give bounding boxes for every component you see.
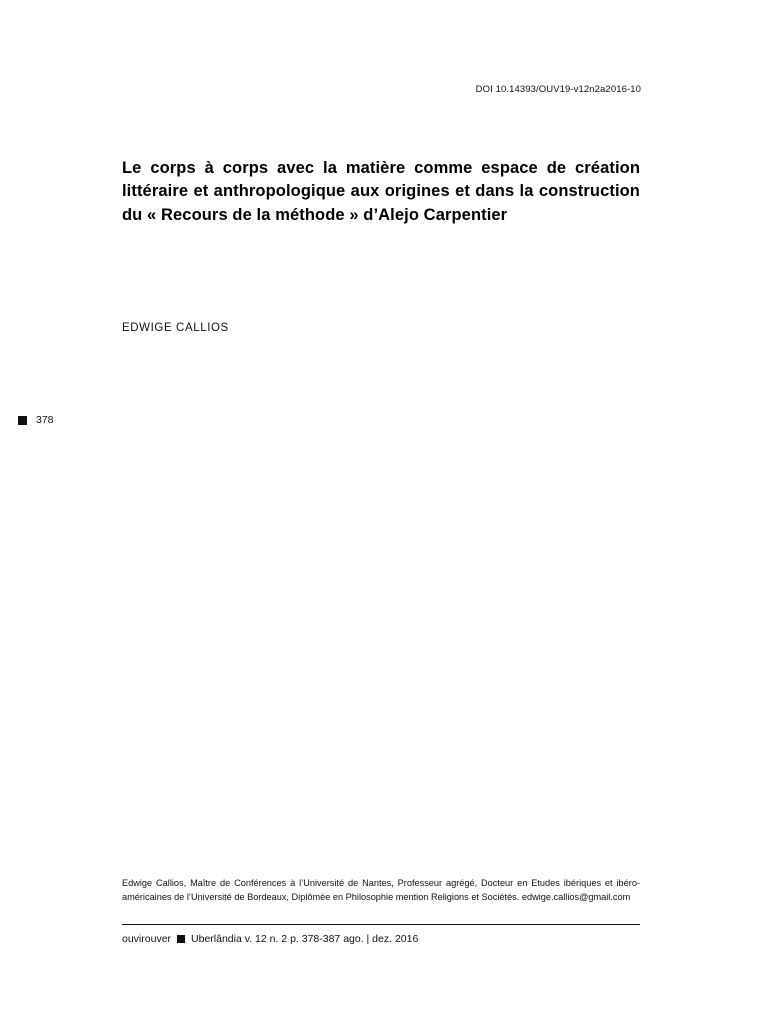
folio-marker <box>18 414 54 426</box>
square-bullet-icon <box>177 935 185 943</box>
author-footnote: Edwige Callios, Maître de Conférences à l’Université de Nantes, Professeur agrégé, Docteur en Etudes ibériques et ibéro-américaines de l’Université de Bordeaux, Diplômée en Philosophie mention Religions et Sociétés. edwige.callios@gmail.com <box>122 878 640 903</box>
square-bullet-icon <box>18 416 27 425</box>
page-title: Le corps à corps avec la matière comme espace de création littéraire et anthropologique aux origines et dans la construction du « Recours de la méthode » d’Alejo Carpentier <box>122 159 640 224</box>
issue-citation: Uberlândia v. 12 n. 2 p. 378-387 ago. | dez. 2016 <box>191 933 419 945</box>
journal-name: ouvirouver <box>122 933 172 945</box>
footer-divider <box>122 924 640 925</box>
author-name: EDWIGE CALLIOS <box>122 322 229 334</box>
footer-citation <box>122 933 418 945</box>
page-number: 378 <box>36 414 54 426</box>
doi-line: DOI 10.14393/OUV19-v12n2a2016-10 <box>475 84 641 95</box>
